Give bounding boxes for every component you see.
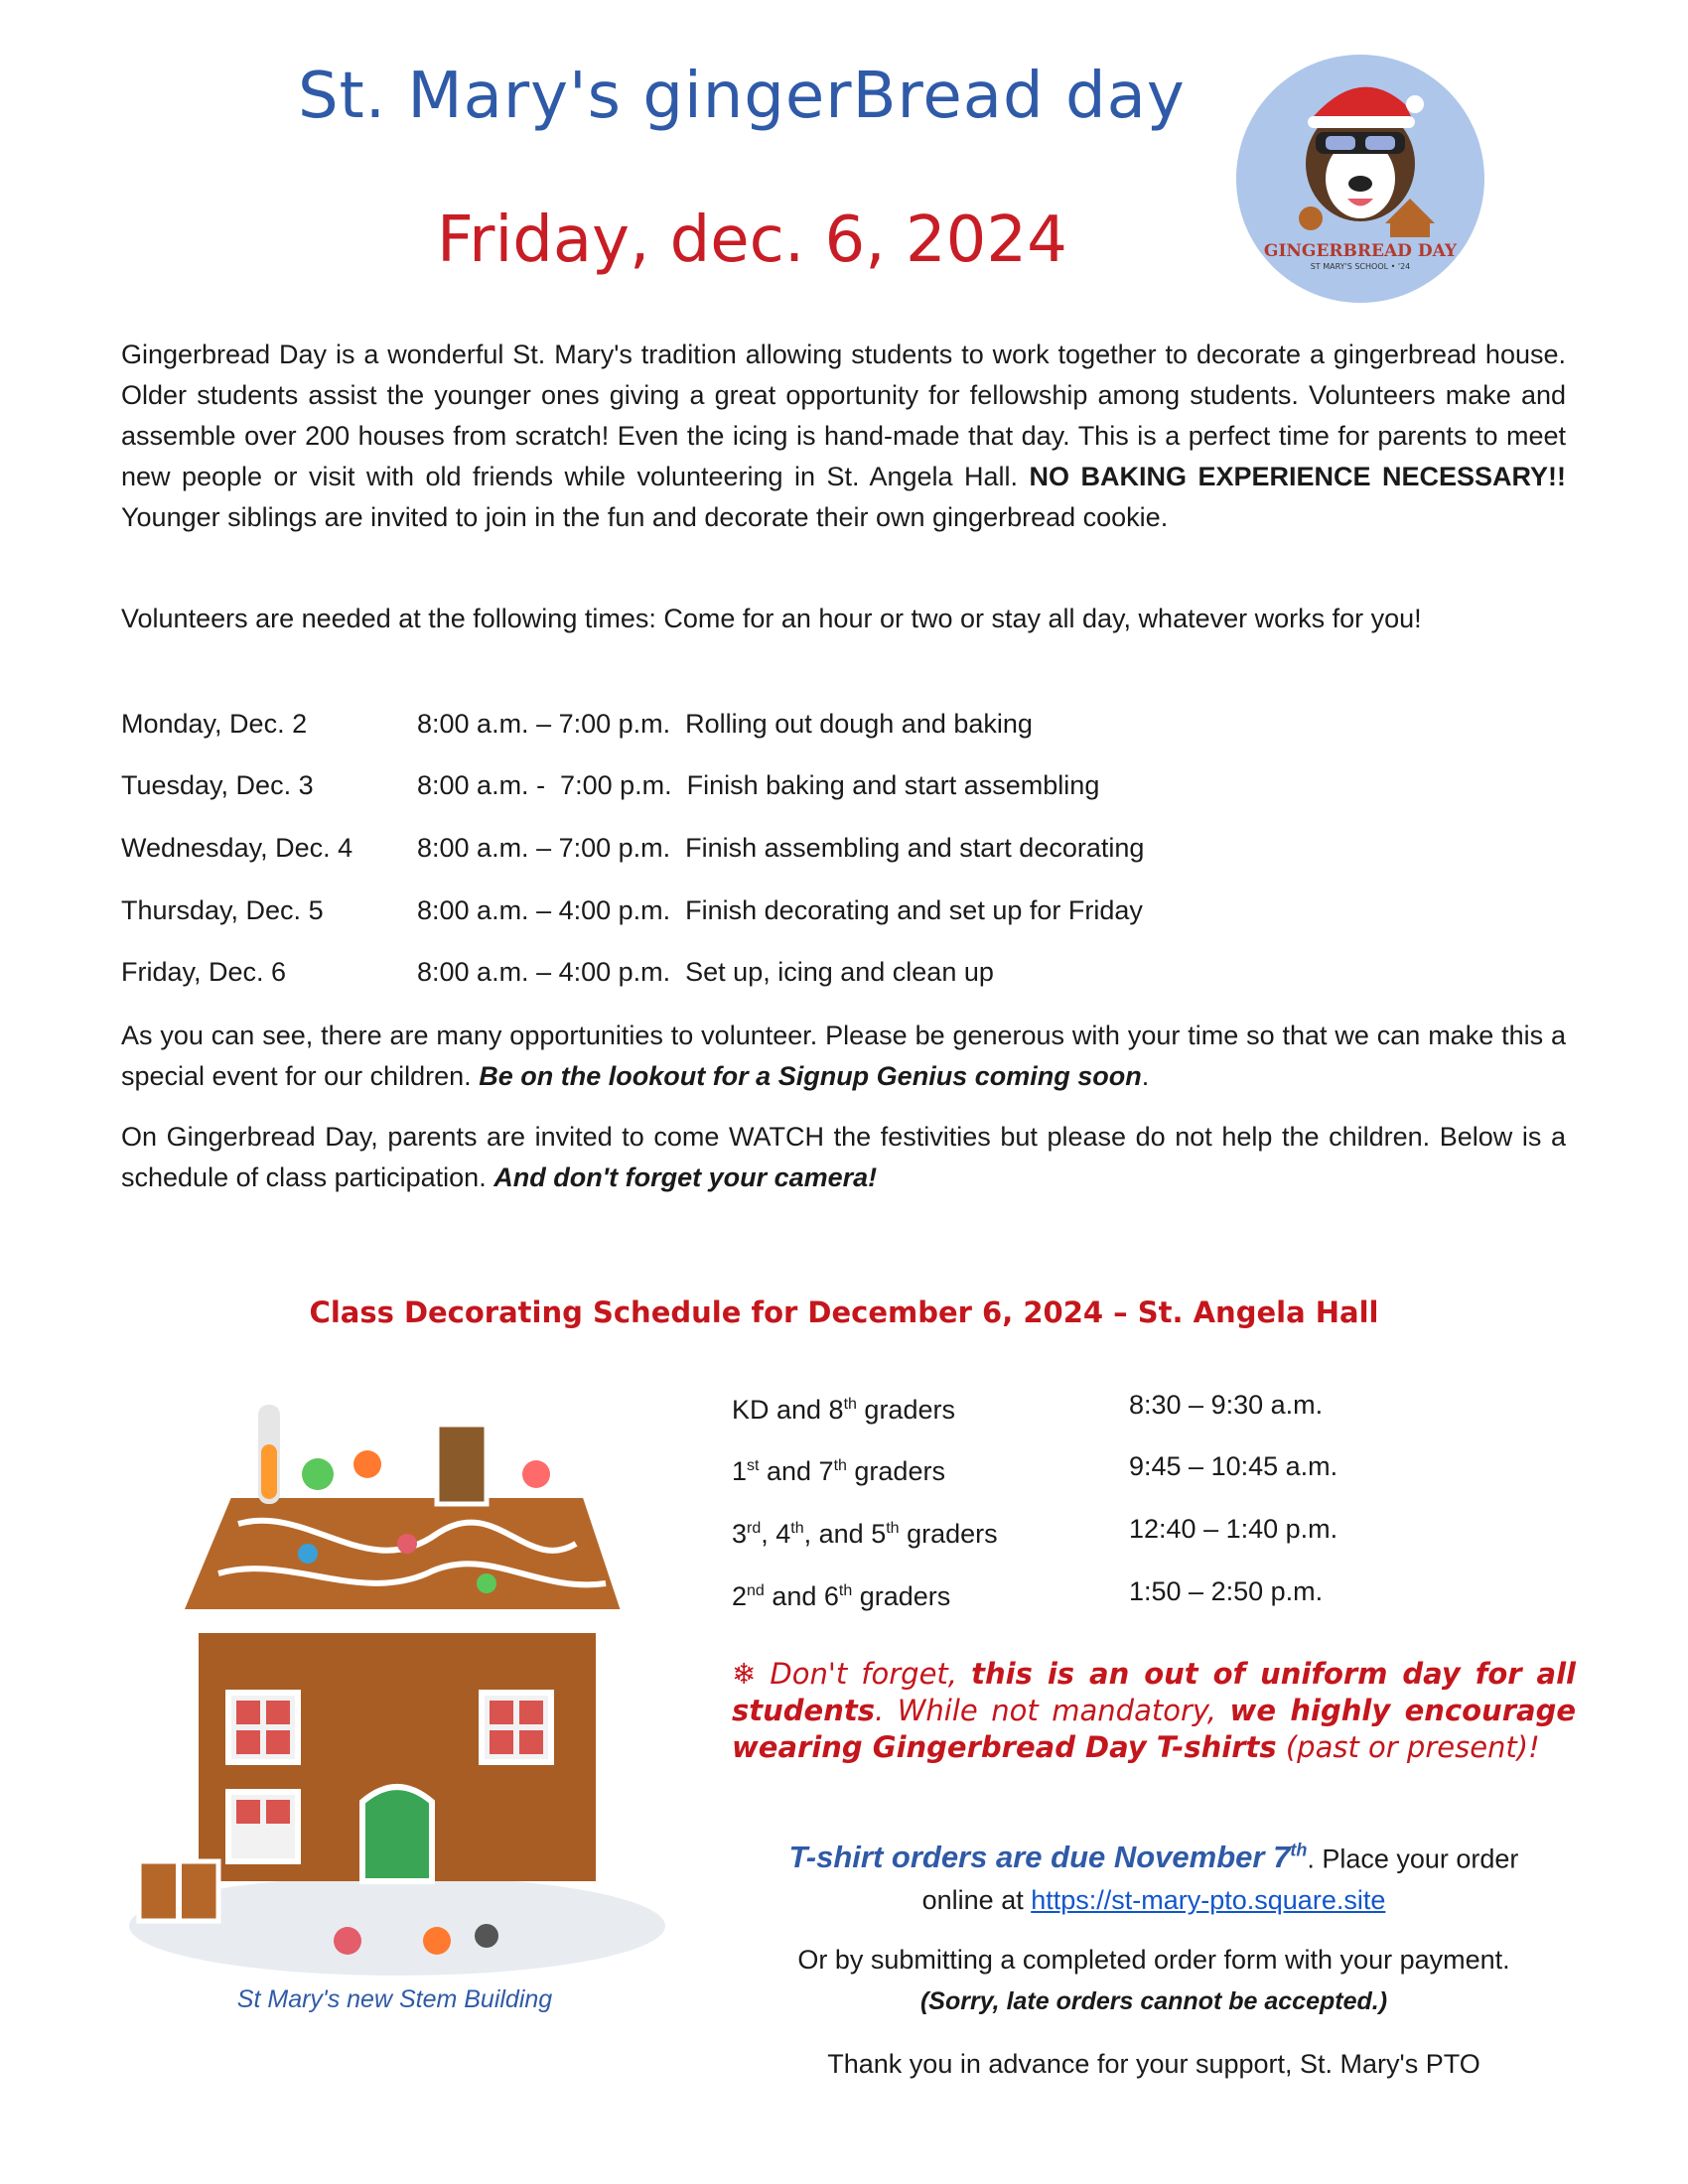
volunteer-row xyxy=(121,952,1511,992)
grade-row xyxy=(732,1444,1526,1488)
grade-label: 2nd and 6th graders xyxy=(732,1581,951,1611)
intro-paragraph xyxy=(121,335,1566,538)
watch-text: On Gingerbread Day, parents are invited to come WATCH the festivities but please do not help the children. Below is a schedule of class participation. xyxy=(121,1122,1566,1192)
event-title xyxy=(298,60,1192,133)
volunteer-time: 8:00 a.m. – 4:00 p.m. Finish decorating and set up for Friday xyxy=(417,895,1143,925)
order-form-note: Or by submitting a completed order form with your payment. xyxy=(797,1945,1510,1975)
grade-time: 9:45 – 10:45 a.m. xyxy=(1129,1451,1338,1481)
volunteer-time: 8:00 a.m. – 4:00 p.m. Set up, icing and clean up xyxy=(417,957,994,987)
watch-paragraph xyxy=(121,1117,1566,1198)
volunteer-row xyxy=(121,828,1511,868)
camera-reminder: And don't forget your camera! xyxy=(493,1162,878,1192)
grade-time: 12:40 – 1:40 p.m. xyxy=(1129,1514,1338,1544)
grade-label: 1st and 7th graders xyxy=(732,1456,945,1486)
signup-notice: Be on the lookout for a Signup Genius coming soon xyxy=(479,1061,1142,1091)
opportunities-text: As you can see, there are many opportunities to volunteer. Please be generous with your time so that we can make this a special event for our children. xyxy=(121,1021,1566,1091)
image-caption: St Mary's new Stem Building xyxy=(236,1985,553,2013)
volunteer-row xyxy=(121,765,1511,805)
opportunities-paragraph xyxy=(121,1016,1566,1097)
logo-title: GINGERBREAD DAY xyxy=(1263,241,1458,261)
volunteer-row xyxy=(121,890,1511,930)
volunteer-row xyxy=(121,704,1511,744)
event-title-text: St. Mary's gingerBread day xyxy=(298,60,1186,133)
volunteer-time: 8:00 a.m. – 7:00 p.m. Rolling out dough and baking xyxy=(417,709,1033,739)
intro-text-2: Younger siblings are invited to join in the fun and decorate their own gingerbread cookie. xyxy=(121,502,1169,532)
volunteer-intro: Volunteers are needed at the following times: Come for an hour or two or stay all day, whatever works for you! xyxy=(121,604,1422,633)
opportunities-end: . xyxy=(1141,1061,1150,1091)
volunteer-time: 8:00 a.m. - 7:00 p.m. Finish baking and start assembling xyxy=(417,770,1100,800)
event-date: Friday, dec. 6, 2024 xyxy=(437,204,1067,277)
tshirt-order-info: T-shirt orders are due November 7th. Place your order online at https://st-mary-pto.square.site xyxy=(788,1840,1519,1916)
class-schedule-heading: Class Decorating Schedule for December 6, 2024 – St. Angela Hall xyxy=(309,1296,1379,1329)
volunteer-day: Tuesday, Dec. 3 xyxy=(121,770,314,800)
volunteer-day: Thursday, Dec. 5 xyxy=(121,895,324,925)
volunteer-time: 8:00 a.m. – 7:00 p.m. Finish assembling and start decorating xyxy=(417,833,1145,863)
grade-label: KD and 8th graders xyxy=(732,1395,955,1425)
grade-row xyxy=(732,1507,1526,1551)
late-orders-note: (Sorry, late orders cannot be accepted.) xyxy=(919,1987,1388,2015)
volunteer-day: Wednesday, Dec. 4 xyxy=(121,833,353,863)
grade-time: 8:30 – 9:30 a.m. xyxy=(1129,1390,1324,1420)
thank-you-note: Thank you in advance for your support, St. Mary's PTO xyxy=(827,2049,1480,2079)
gingerbread-icon: ❄ xyxy=(732,1657,757,1691)
tshirt-due: T-shirt orders are due November 7th xyxy=(788,1840,1308,1875)
volunteer-day: Monday, Dec. 2 xyxy=(121,709,308,739)
gingerbread-day-logo xyxy=(1236,55,1484,303)
grade-row xyxy=(732,1383,1526,1427)
grade-row xyxy=(732,1570,1526,1613)
intro-text-1: Gingerbread Day is a wonderful St. Mary's tradition allowing students to work together to decorate a gingerbread house. Older students assist the younger ones giving a great opportunity for fellowship among students. Volunteers make and assemble over 200 houses from scratch! Even the icing is hand-made that day. This is a perfect time for parents to meet new people or visit with old friends while volunteering in St. Angela Hall. xyxy=(121,340,1566,491)
logo-subtitle: ST MARY'S SCHOOL • '24 xyxy=(1310,262,1411,271)
order-link[interactable]: https://st-mary-pto.square.site xyxy=(1031,1885,1386,1916)
volunteer-day: Friday, Dec. 6 xyxy=(121,957,287,987)
no-baking-notice: NO BAKING EXPERIENCE NECESSARY!! xyxy=(1029,462,1566,491)
grade-label: 3rd, 4th, and 5th graders xyxy=(732,1519,998,1549)
grade-time: 1:50 – 2:50 p.m. xyxy=(1129,1576,1324,1606)
uniform-reminder: ❄ Don't forget, this is an out of uniform day for all students. While not mandatory, we highly encourage wearing Gingerbread Day T-shirts (past or present)! xyxy=(732,1657,1576,1764)
gingerbread-house-image xyxy=(109,1385,680,1980)
